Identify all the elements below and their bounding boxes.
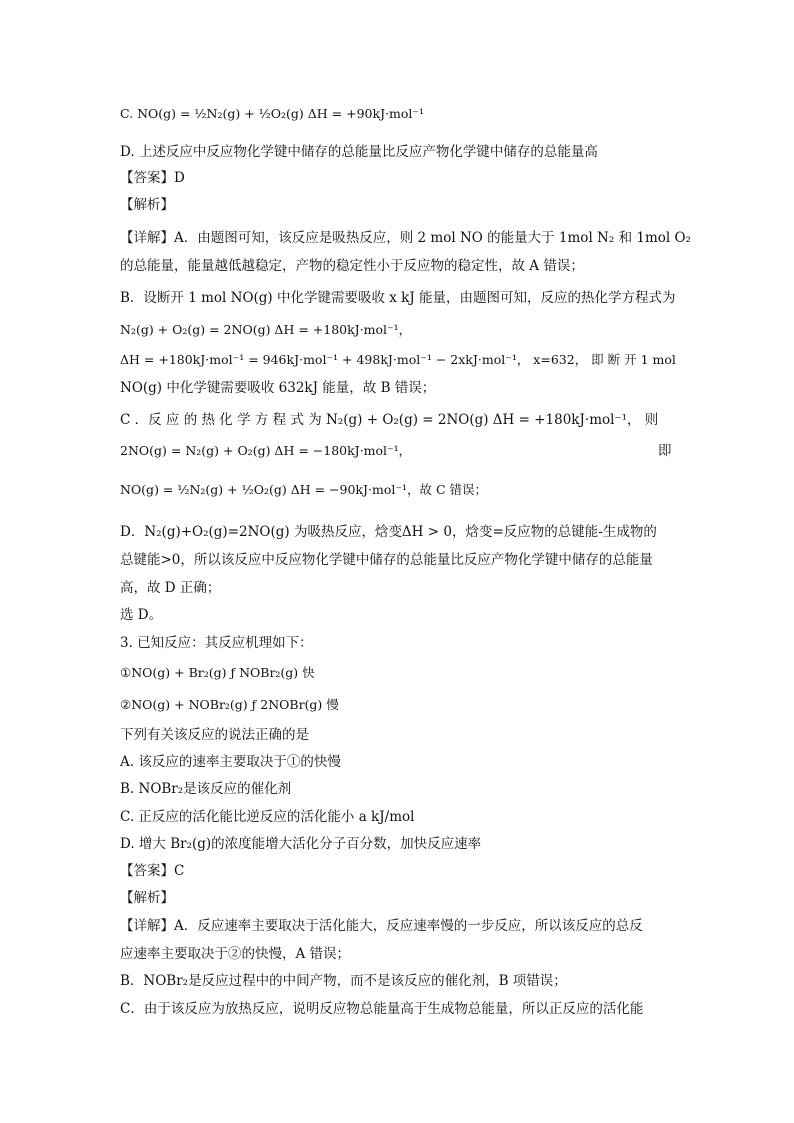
- detail-d-line3: 高，故 D 正确；: [120, 580, 221, 596]
- question-3-stem: 3. 已知反应：其反应机理如下：: [120, 635, 313, 651]
- mechanism-step-1: ①NO(g) + Br₂(g) ƒ NOBr₂(g) 快: [120, 665, 315, 680]
- detail-b-equation: N₂(g) + O₂(g) = 2NO(g) ΔH = +180kJ·mol⁻¹，: [120, 322, 412, 337]
- option-d-text: D. 上述反应中反应物化学键中储存的总能量比反应产物化学键中储存的总能量高: [120, 144, 598, 160]
- q3-answer-label: 【答案】C: [120, 863, 185, 879]
- detail-d-line1: D．N₂(g)+O₂(g)=2NO(g) 为吸热反应，焓变ΔH > 0，焓变=反应物的总键能-生成物的: [120, 524, 657, 540]
- q3-option-d: D. 增大 Br₂(g)的浓度能增大活化分子百分数，加快反应速率: [120, 836, 482, 852]
- answer-label: 【答案】D: [120, 170, 185, 186]
- detail-b-line1: B．设断开 1 mol NO(g) 中化学键需要吸收 x kJ 能量，由题图可知，反应的热化学方程式为: [120, 290, 676, 306]
- detail-c-half-equation: NO(g) = ½N₂(g) + ½O₂(g) ΔH = −90kJ·mol⁻¹，故 C 错误；: [120, 482, 487, 497]
- q3-analysis-label: 【解析】: [120, 890, 174, 906]
- detail-d-line2: 总键能>0，所以该反应中反应物化学键中储存的总能量比反应产物化学键中储存的总能量: [120, 552, 653, 568]
- q3-detail-b: B．NOBr₂是反应过程中的中间产物，而不是该反应的催化剂，B 项错误；: [120, 973, 567, 989]
- q3-option-b: B. NOBr₂是该反应的催化剂: [120, 781, 292, 797]
- q3-detail-a-line1: 【详解】A．反应速率主要取决于活化能大，反应速率慢的一步反应，所以该反应的总反: [120, 918, 643, 934]
- mechanism-step-2: ②NO(g) + NOBr₂(g) ƒ 2NOBr(g) 慢: [120, 697, 339, 712]
- detail-b-conclusion: NO(g) 中化学键需要吸收 632kJ 能量，故 B 错误；: [120, 380, 436, 396]
- q3-detail-c-line1: C．由于该反应为放热反应，说明反应物总能量高于生成物总能量，所以正反应的活化能: [120, 1001, 644, 1017]
- q3-option-a: A. 该反应的速率主要取决于①的快慢: [120, 754, 341, 770]
- option-c-equation: C. NO(g) = ½N₂(g) + ½O₂(g) ΔH = +90kJ·mol⁻¹: [120, 106, 425, 121]
- detail-b-energy-calc: ΔH = +180kJ·mol⁻¹ = 946kJ·mol⁻¹ + 498kJ·mol⁻¹ − 2xkJ·mol⁻¹， x=632， 即 断 开 1 mol: [120, 352, 676, 367]
- detail-c-ji: 即: [658, 443, 672, 459]
- question-3-prompt: 下列有关该反应的说法正确的是: [120, 727, 309, 743]
- q3-detail-a-line2: 应速率主要取决于②的快慢，A 错误；: [120, 946, 351, 962]
- detail-c-line1: C ．反 应 的 热 化 学 方 程 式 为 N₂(g) + O₂(g) = 2NO(g) ΔH = +180kJ·mol⁻¹， 则: [120, 412, 659, 428]
- detail-a-line1: 【详解】A．由题图可知，该反应是吸热反应，则 2 mol NO 的能量大于 1mol N₂ 和 1mol O₂: [120, 230, 691, 246]
- detail-a-line2: 的总能量，能量越低越稳定，产物的稳定性小于反应物的稳定性，故 A 错误；: [120, 258, 584, 274]
- choose-d: 选 D。: [120, 607, 163, 623]
- q3-option-c: C. 正反应的活化能比逆反应的活化能小 a kJ/mol: [120, 809, 415, 825]
- analysis-label: 【解析】: [120, 197, 174, 213]
- detail-c-reverse-equation: 2NO(g) = N₂(g) + O₂(g) ΔH = −180kJ·mol⁻¹，: [120, 443, 412, 458]
